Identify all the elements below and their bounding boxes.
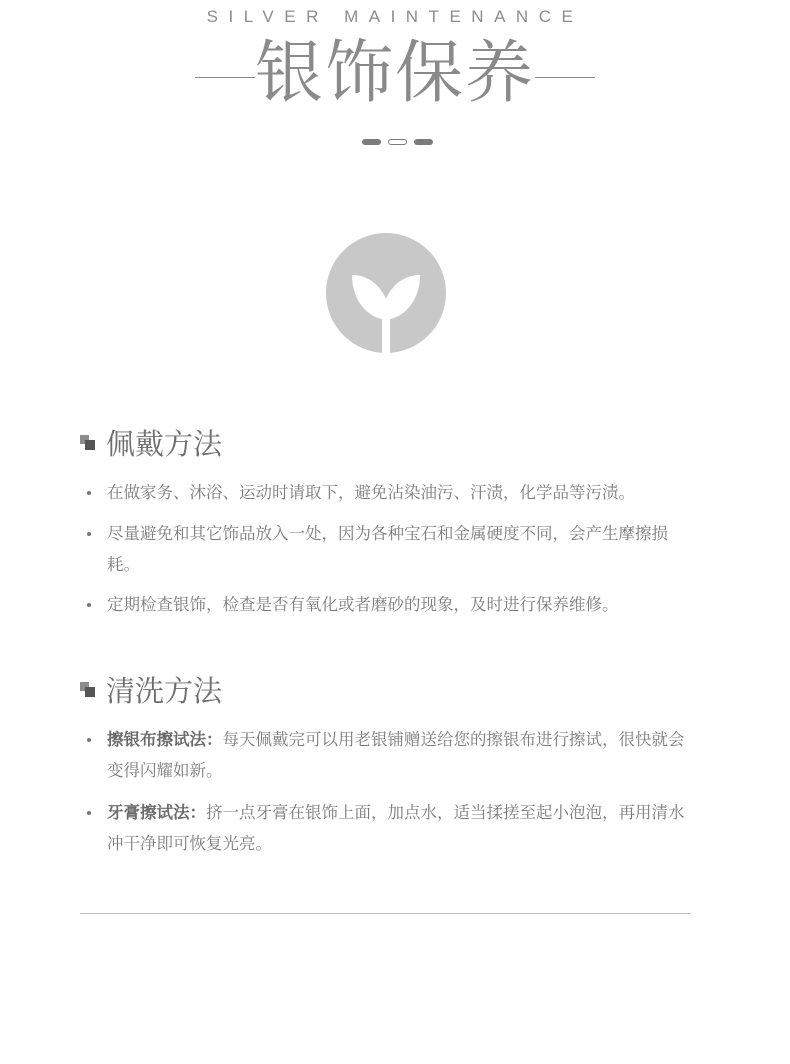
bullet-dot-icon bbox=[87, 811, 91, 815]
section-header-wearing bbox=[80, 424, 222, 464]
list-item-text: 在做家务、沐浴、运动时请取下，避免沾染油污、汗渍，化学品等污渍。 bbox=[107, 483, 635, 502]
bullet-dot-icon bbox=[87, 603, 91, 607]
list-item bbox=[80, 724, 696, 786]
title-line-right bbox=[535, 77, 595, 78]
list-item bbox=[80, 518, 696, 580]
pager-dot-1[interactable] bbox=[362, 139, 381, 145]
cleaning-list bbox=[80, 724, 696, 859]
page-subtitle: SILVER MAINTENANCE bbox=[206, 7, 584, 26]
pager-dot-3[interactable] bbox=[414, 139, 433, 145]
list-item-text: 尽量避免和其它饰品放入一处，因为各种宝石和金属硬度不同，会产生摩擦损耗。 bbox=[107, 524, 668, 574]
square-bullet-icon bbox=[80, 682, 96, 698]
list-item-text: 定期检查银饰，检查是否有氧化或者磨砂的现象，及时进行保养维修。 bbox=[107, 595, 619, 614]
list-item bbox=[80, 477, 696, 508]
section-title: 佩戴方法 bbox=[106, 427, 223, 461]
list-item-label: 擦银布擦试法： bbox=[107, 730, 223, 749]
page-title: 银饰保养 bbox=[254, 34, 535, 113]
pager-dot-2[interactable] bbox=[388, 139, 407, 145]
bottom-divider bbox=[80, 913, 691, 914]
wearing-list bbox=[80, 477, 696, 620]
list-item bbox=[80, 589, 696, 620]
list-item-label: 牙膏擦试法： bbox=[107, 803, 206, 822]
carousel-pager bbox=[362, 139, 433, 145]
title-row bbox=[0, 34, 790, 113]
list-item-text: 挤一点牙膏在银饰上面，加点水，适当揉搓至起小泡泡，再用清水冲干净即可恢复光亮。 bbox=[107, 803, 685, 853]
bullet-dot-icon bbox=[87, 491, 91, 495]
title-line-left bbox=[195, 77, 255, 78]
list-item-text: 每天佩戴完可以用老银铺赠送给您的擦银布进行擦试，很快就会变得闪耀如新。 bbox=[107, 730, 685, 780]
sprout-icon bbox=[326, 233, 446, 353]
bullet-dot-icon bbox=[87, 532, 91, 536]
list-item bbox=[80, 797, 696, 859]
square-bullet-icon bbox=[80, 435, 96, 451]
bullet-dot-icon bbox=[87, 738, 91, 742]
section-header-cleaning bbox=[80, 671, 222, 711]
section-title: 清洗方法 bbox=[106, 674, 223, 708]
